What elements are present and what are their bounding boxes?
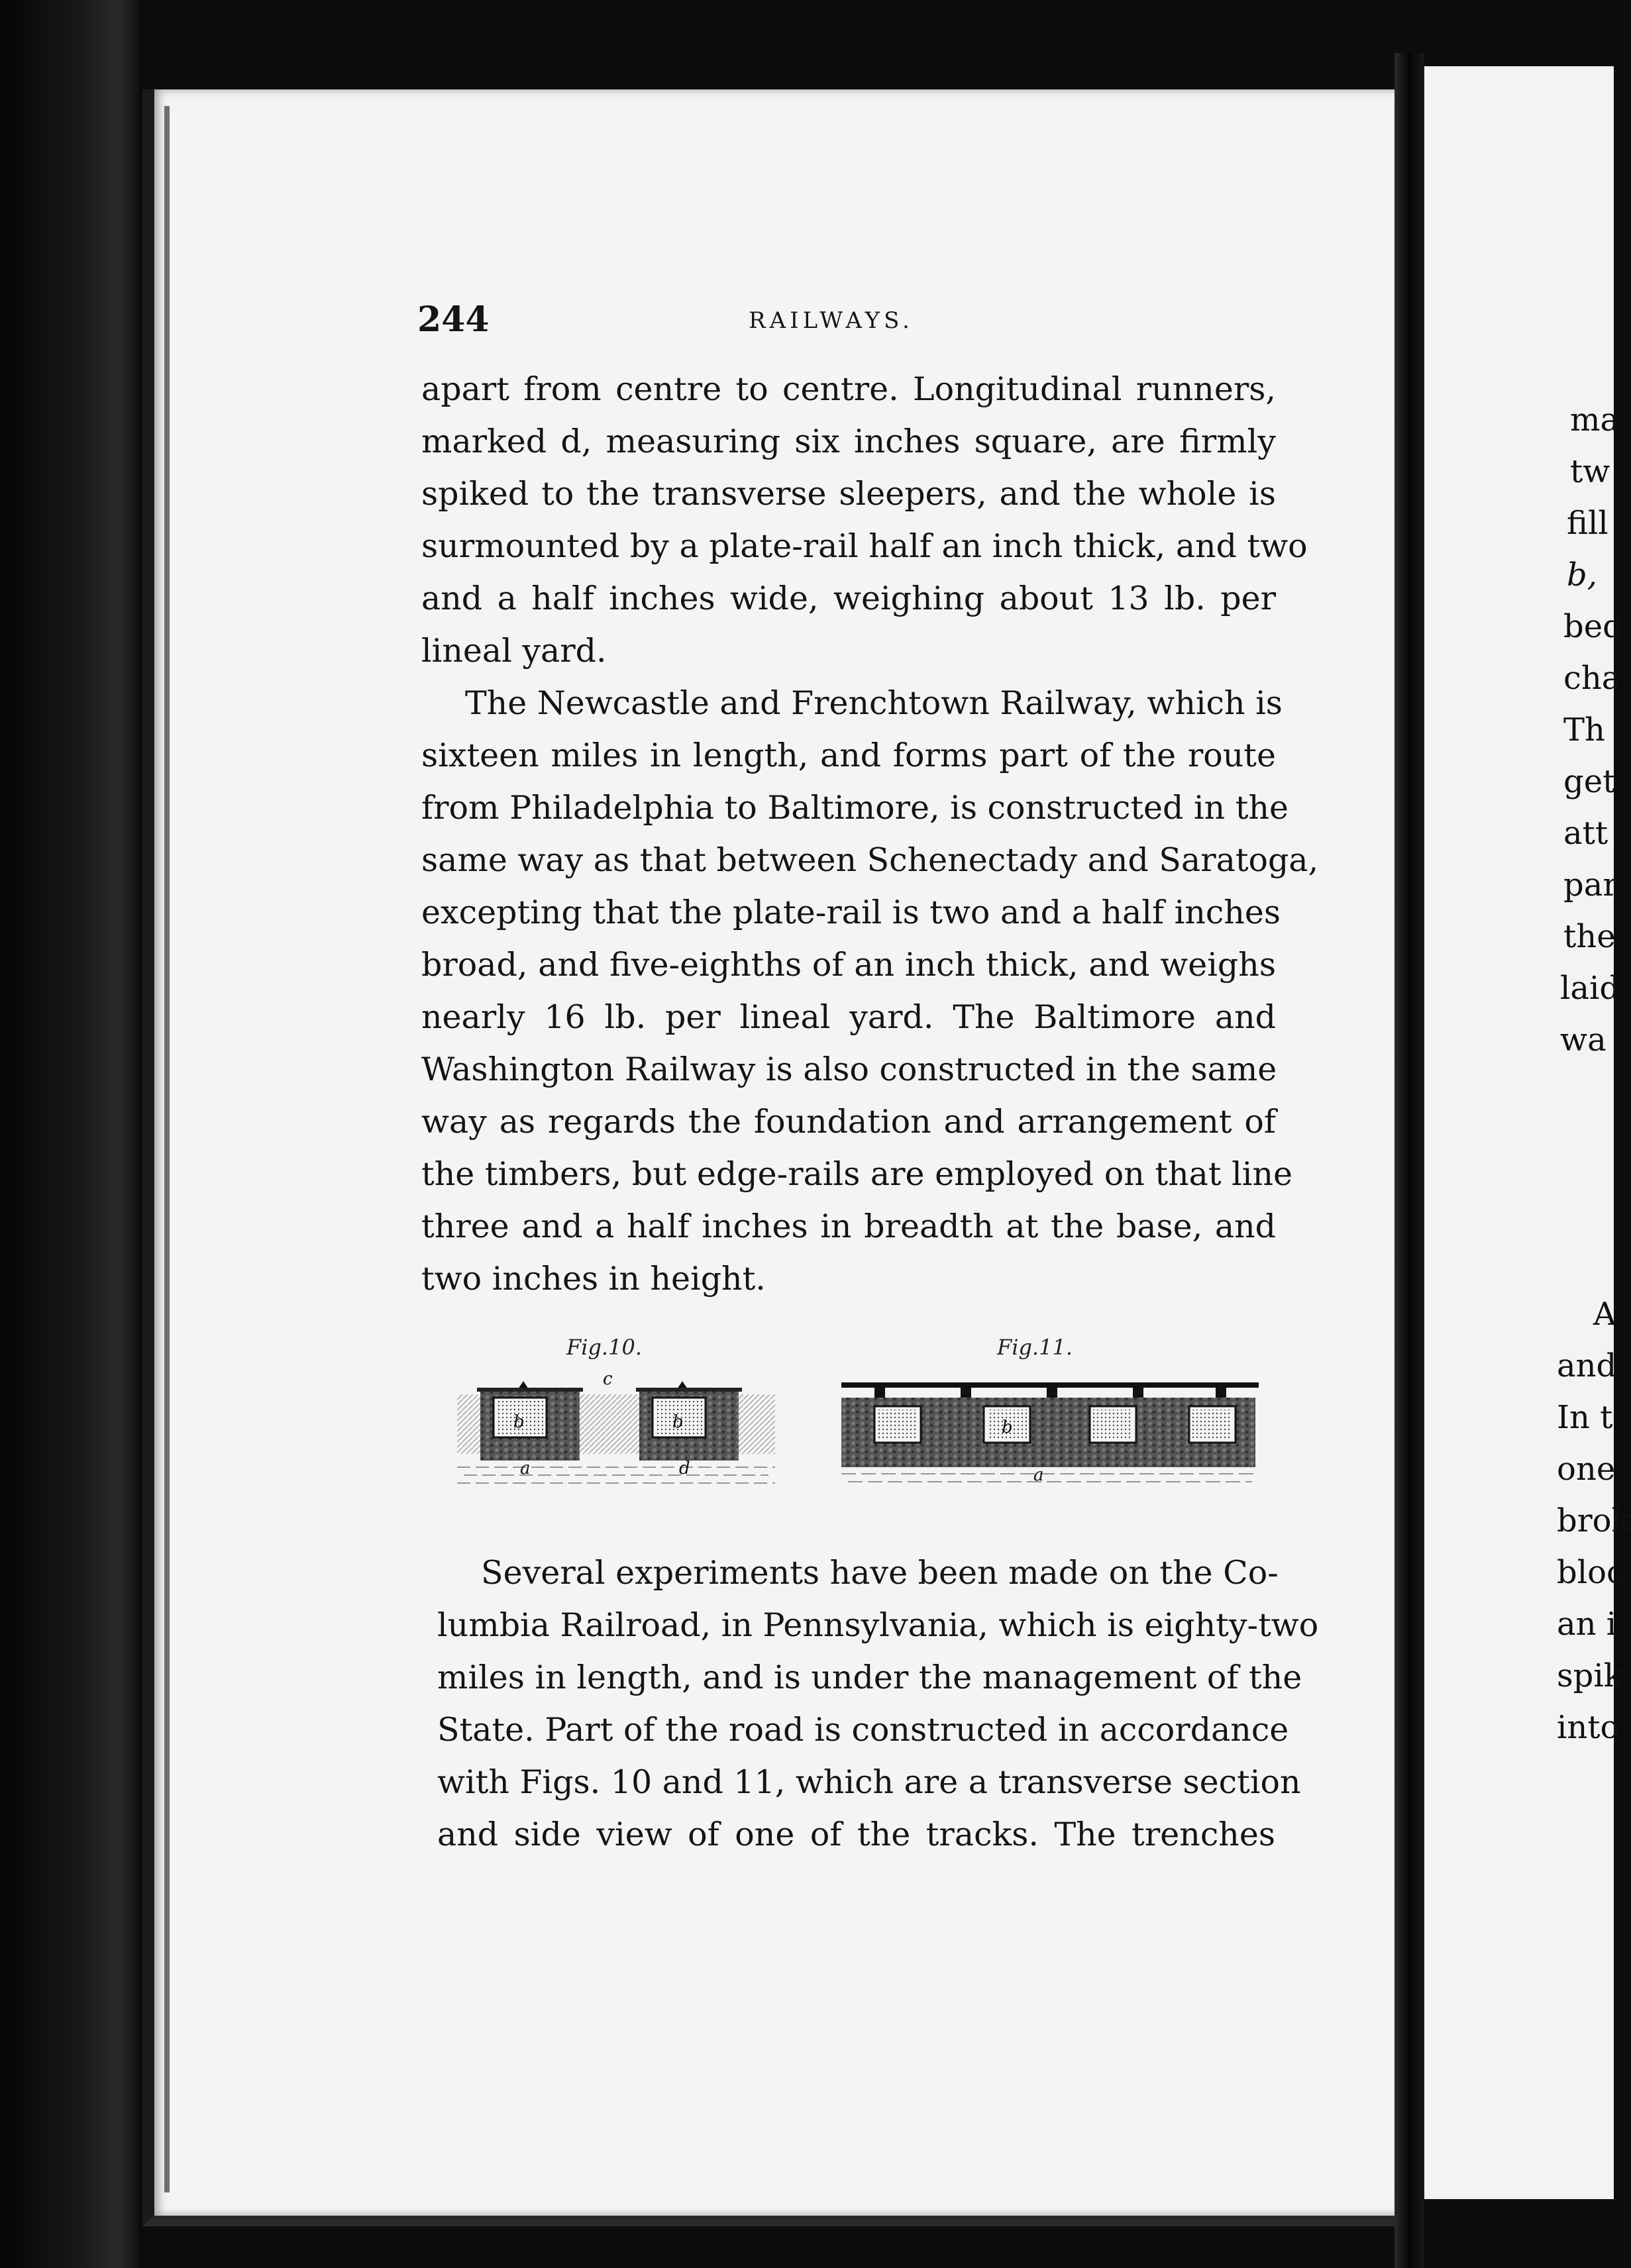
- fig10-label-d: d: [679, 1459, 690, 1478]
- text-line: way as regards the foundation and arrangement of: [421, 1103, 1276, 1141]
- facing-fragment: laid: [1560, 970, 1620, 1007]
- facing-fragment: spik: [1557, 1657, 1623, 1694]
- text-line: same way as that between Schenectady and Saratoga,: [421, 841, 1319, 879]
- facing-fragment: the: [1563, 918, 1616, 955]
- text-line: sixteen miles in length, and forms part of the route: [421, 737, 1276, 774]
- fig11-caption: Fig.11.: [997, 1335, 1073, 1360]
- facing-fragment: cha: [1563, 660, 1621, 697]
- body-text: [421, 363, 1319, 1305]
- running-head: RAILWAYS.: [749, 307, 914, 334]
- text-line: The Newcastle and Frenchtown Railway, which is: [465, 684, 1283, 722]
- fig11-illustration: [841, 1368, 1259, 1487]
- text-line: Washington Railway is also constructed in the same: [421, 1051, 1277, 1088]
- text-line: nearly 16 lb. per lineal yard. The Baltimore and: [421, 998, 1276, 1036]
- text-line: lineal yard.: [421, 632, 607, 670]
- text-line: spiked to the transverse sleepers, and the whole is: [421, 475, 1276, 513]
- book-binding-edge: [0, 0, 139, 2268]
- text-line: from Philadelphia to Baltimore, is constructed in the: [421, 789, 1289, 827]
- facing-fragment: get: [1563, 763, 1616, 800]
- paragraph-2: [421, 677, 1319, 1305]
- facing-fragment: one: [1557, 1451, 1616, 1488]
- facing-fragment: A: [1593, 1296, 1616, 1333]
- fig11-label-a: a: [1033, 1465, 1044, 1485]
- paragraph-1: [421, 363, 1308, 677]
- text-line: apart from centre to centre. Longitudinal runners,: [421, 370, 1276, 408]
- facing-fragment: fill: [1567, 505, 1608, 542]
- fig10-label-a: a: [520, 1459, 531, 1478]
- book-gutter: [1394, 53, 1424, 2268]
- page-header: [417, 299, 1279, 339]
- facing-fragment: brok: [1557, 1502, 1631, 1539]
- facing-fragment: an i: [1557, 1606, 1617, 1643]
- facing-fragment: and: [1557, 1347, 1617, 1384]
- text-line: broad, and five-eighths of an inch thick, and weighs: [421, 946, 1276, 984]
- page-number: 244: [417, 299, 490, 340]
- fig10-label-b1: b: [513, 1412, 525, 1432]
- fig10-label-b2: b: [672, 1412, 684, 1432]
- facing-fragment: att: [1563, 815, 1608, 852]
- text-line: surmounted by a plate-rail half an inch thick, and two: [421, 527, 1308, 565]
- facing-fragment: tw: [1570, 453, 1610, 490]
- facing-page: [1424, 66, 1631, 2199]
- text-line: three and a half inches in breadth at the base, and: [421, 1208, 1276, 1245]
- text-line: and side view of one of the tracks. The trenches: [437, 1816, 1275, 1853]
- text-line: and a half inches wide, weighing about 13 lb. per: [421, 580, 1276, 617]
- facing-fragment: b,: [1567, 556, 1597, 593]
- facing-fragment: into: [1557, 1709, 1620, 1746]
- text-line: State. Part of the road is constructed in accordance: [437, 1711, 1289, 1749]
- text-line: lumbia Railroad, in Pennsylvania, which is eighty-two: [437, 1606, 1319, 1644]
- text-line: miles in length, and is under the management of the: [437, 1659, 1302, 1696]
- page-edge: [164, 106, 170, 2192]
- facing-fragment: par: [1563, 866, 1618, 903]
- facing-fragment: In t: [1557, 1399, 1613, 1436]
- fig11-label-b: b: [1002, 1418, 1013, 1437]
- facing-fragment: wa: [1560, 1021, 1606, 1058]
- fig10-caption: Fig.10.: [566, 1335, 642, 1360]
- text-line: Several experiments have been made on the Co-: [481, 1554, 1279, 1592]
- text-line: excepting that the plate-rail is two and a half inches: [421, 894, 1281, 931]
- facing-fragment: Th: [1563, 711, 1605, 748]
- text-line: two inches in height.: [421, 1260, 766, 1298]
- text-line: the timbers, but edge-rails are employed on that line: [421, 1155, 1293, 1193]
- text-line: with Figs. 10 and 11, which are a transverse section: [437, 1763, 1301, 1801]
- facing-fragment: bloc: [1557, 1554, 1624, 1591]
- fig10-illustration: [457, 1368, 775, 1487]
- text-line: marked d, measuring six inches square, are firmly: [421, 423, 1276, 460]
- facing-fragment: bed: [1563, 608, 1623, 645]
- paragraph-3: [437, 1547, 1319, 1861]
- facing-fragment: ma: [1570, 401, 1620, 438]
- fig10-label-c: c: [603, 1369, 613, 1389]
- figures: [457, 1335, 1259, 1494]
